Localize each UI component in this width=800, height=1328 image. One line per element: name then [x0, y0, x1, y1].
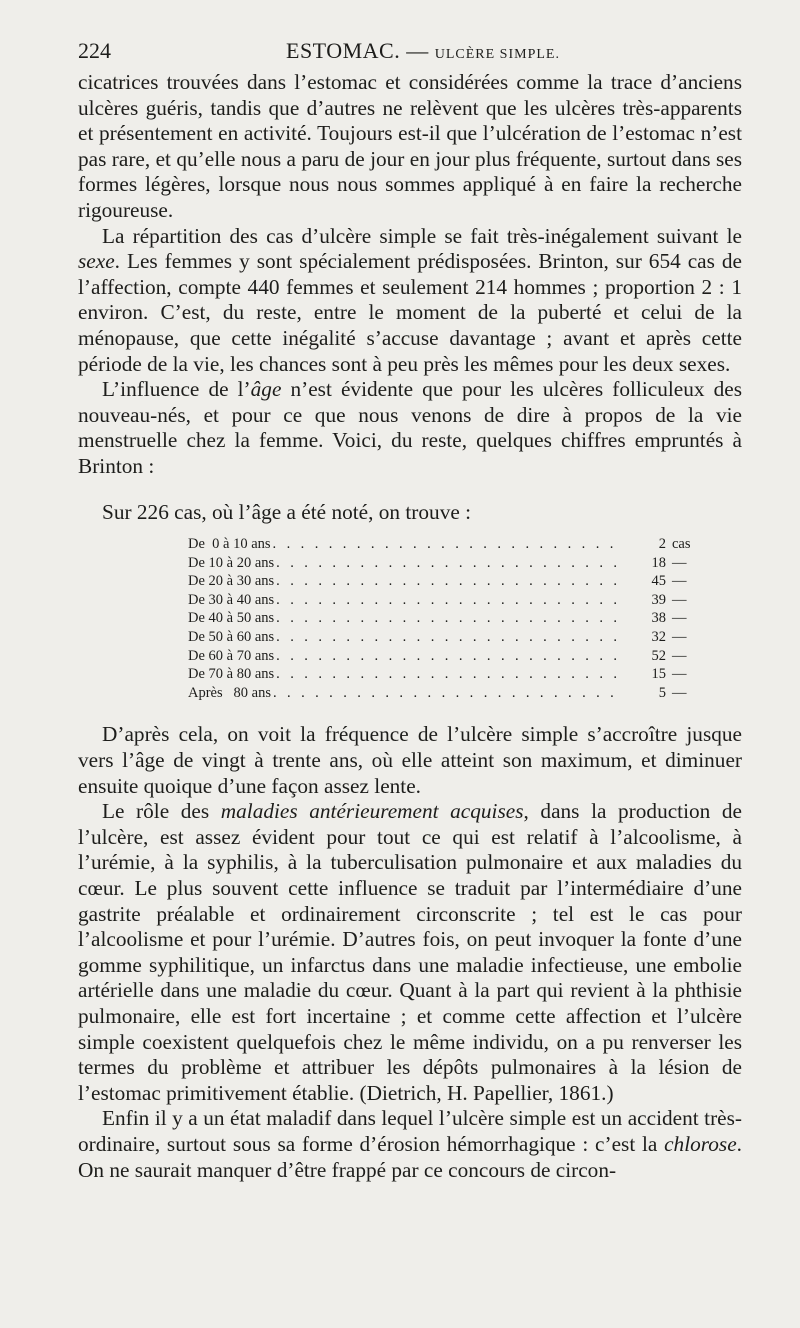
- age-range-label: Après 80 ans: [188, 684, 271, 701]
- table-row: [188, 647, 700, 666]
- age-range-label: De 40 à 50 ans: [188, 610, 275, 627]
- table-intro: Sur 226 cas, où l’âge a été noté, on trouve :: [102, 499, 472, 524]
- paragraph-7: [78, 1106, 742, 1183]
- case-unit: —: [672, 684, 687, 701]
- running-title-sub: ULCÈRE SIMPLE.: [434, 47, 560, 62]
- age-range-label: De 30 à 40 ans: [188, 591, 275, 608]
- leader-dots: [276, 572, 620, 591]
- paragraph-7-emphasis: chlorose: [664, 1131, 737, 1156]
- page-header: [78, 38, 742, 68]
- leader-dots: [276, 591, 620, 610]
- age-range-label: De 0 à 10 ans: [188, 536, 271, 553]
- paragraph-6-emphasis: maladies antérieurement acquises: [220, 799, 524, 824]
- case-count: 15: [651, 666, 666, 683]
- case-count: 32: [651, 629, 666, 646]
- table-row: [188, 572, 700, 591]
- age-range-label: De 50 à 60 ans: [188, 629, 275, 646]
- paragraph-3-emphasis: âge: [250, 377, 282, 402]
- case-unit: —: [672, 629, 687, 646]
- age-range-label: De 20 à 30 ans: [188, 573, 275, 590]
- age-range-label: De 70 à 80 ans: [188, 666, 275, 683]
- leader-dots: [276, 647, 620, 666]
- leader-dots: [273, 684, 620, 703]
- case-count: 2: [658, 536, 666, 553]
- table-row: [188, 554, 700, 573]
- case-unit: —: [672, 591, 687, 608]
- leader-dots: [276, 665, 620, 684]
- case-count: 52: [651, 647, 666, 664]
- table-row: [188, 684, 700, 703]
- case-unit: —: [672, 610, 687, 627]
- leader-dots: [276, 554, 620, 573]
- table-row: [188, 535, 700, 554]
- paragraph-2: [78, 224, 742, 378]
- table-row: [188, 628, 700, 647]
- table-row: [188, 591, 700, 610]
- paragraph-2-text-a: La répartition des cas d’ulcère simple se fait très-inégalement suivant le: [102, 223, 742, 248]
- paragraph-2-text-b: . Les femmes y sont spécialement prédisposées. Brinton, sur 654 cas de l’affection, compte 440 femmes et seulement 214 hommes ; proportion 2 : 1 environ. C’est, du reste, entre le moment de la puberté et celui de la ménopause, que cette inégalité s’accuse davantage ; avant et après cette période de la vie, les chances sont à peu près les mêmes pour les deux sexes.: [78, 249, 742, 376]
- paragraph-3-text-a: L’influence de l’: [102, 377, 251, 402]
- running-title-main: ESTOMAC.: [286, 38, 401, 63]
- running-title: [286, 38, 560, 64]
- case-unit: —: [672, 573, 687, 590]
- leader-dots: [273, 535, 620, 554]
- paragraph-3: [78, 377, 742, 479]
- case-count: 5: [658, 684, 666, 701]
- age-range-label: De 60 à 70 ans: [188, 647, 275, 664]
- page-body: [78, 70, 742, 1183]
- leader-dots: [276, 628, 620, 647]
- paragraph-6-text-b: , dans la production de l’ulcère, est assez évident pour tout ce qui est relatif à l’alcoolisme, à l’urémie, à la syphilis, à la tuberculisation pulmonaire et aux maladies du cœur. Le plus souvent cette influence se traduit par l’intermédiaire d’une gastrite préalable et ordinairement circonscrite ; tel est le cas pour l’alcoolisme et pour l’urémie. D’autres fois, on peut invoquer la fonte d’une gomme syphilitique, un infarctus dans une maladie infectieuse, une embolie artérielle dans une maladie du cœur. Quant à la part qui revient à la phthisie pulmonaire, elle est fort incertaine ; et comme cette affection et l’ulcère simple coexistent quelquefois chez le même individu, on a pu renverser les termes du problème et attribuer les dépôts pulmonaires à la lésion de l’estomac primitivement établie. (Dietrich, H. Papellier, 1861.): [78, 799, 742, 1105]
- paragraph-7-text-b: . On ne saurait manquer d’être frappé par ce concours de circon-: [78, 1131, 742, 1182]
- paragraph-1: cicatrices trouvées dans l’estomac et considérées comme la trace d’anciens ulcères guéris, tandis que d’autres ne relèvent que les ulcères très-apparents et présentement en activité. Toujours est-il que l’ulcération de l’estomac n’est pas rare, et qu’elle nous a paru de jour en jour plus fréquente, surtout dans ses formes légères, lorsque nous nous sommes appliqué à en faire la recherche rigoureuse.: [78, 70, 742, 222]
- paragraph-7-text-a: Enfin il y a un état maladif dans lequel l’ulcère simple est un accident très-ordinaire, surtout sous sa forme d’érosion hémorrhagique : c’est la: [78, 1106, 742, 1156]
- case-unit: —: [672, 554, 687, 571]
- case-count: 45: [651, 573, 666, 590]
- case-count: 39: [651, 591, 666, 608]
- paragraph-5: D’après cela, on voit la fréquence de l’ulcère simple s’accroître jusque vers l’âge de vingt à trente ans, où elle atteint son maximum, et diminuer ensuite quoique d’une façon assez lente.: [78, 722, 742, 798]
- paragraph-6-text-a: Le rôle des: [102, 799, 221, 824]
- paragraph-6: [78, 799, 742, 1106]
- case-unit: —: [672, 666, 687, 683]
- age-range-label: De 10 à 20 ans: [188, 554, 275, 571]
- paragraph-3-text-b: n’est évidente que pour les ulcères folliculeux des nouveau-nés, et pour ce que nous venons de dire à propos de la vie menstruelle chez la femme. Voici, du reste, quelques chiffres empruntés à Brinton :: [78, 377, 742, 478]
- paragraph-2-emphasis: sexe: [78, 249, 115, 274]
- running-title-separator: —: [406, 38, 429, 63]
- case-unit: cas: [672, 536, 691, 553]
- case-unit: —: [672, 647, 687, 664]
- page-number: 224: [78, 38, 111, 63]
- case-count: 38: [651, 610, 666, 627]
- case-count: 18: [651, 554, 666, 571]
- age-distribution-table: [188, 535, 700, 702]
- table-row: [188, 609, 700, 628]
- leader-dots: [276, 609, 620, 628]
- table-row: [188, 665, 700, 684]
